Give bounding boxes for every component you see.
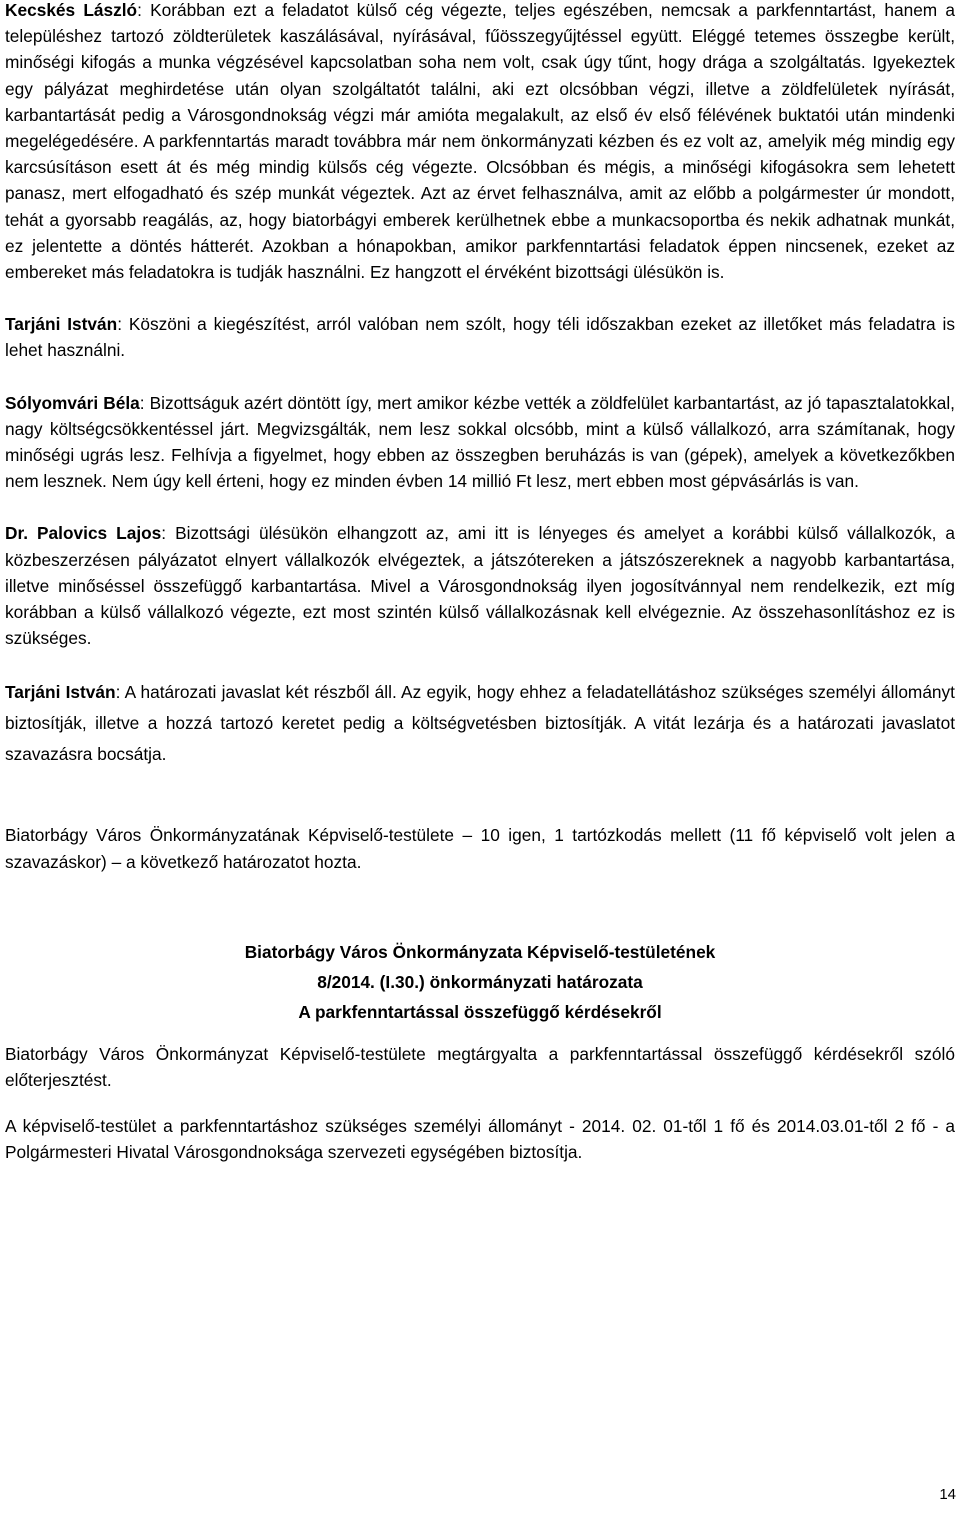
document-page [5,0,955,1166]
paragraph-text: : Bizottsági ülésükön elhangzott az, ami itt is lényeges és amelyet a korábbi külső vállalkozók, a közbeszerzésen pályázatot elnyert vállalkozók elvégeztek, a játszótereken a játszószereknek a nagyobb karbantartása, illetve minőséssel összefüggő karbantartása. Mivel a Városgondnokság ilyen jogosítvánnyal nem rendelkezik, ezt míg korábban a külső vállalkozó végezte, ezt most szintén külső vállalkozásnak kell elvégeznie. Az összehasonlításhoz ez is szükséges. [5,523,956,649]
resolution-heading [5,937,955,997]
paragraph-palovics [5,520,955,651]
speaker-name: Tarjáni István [5,314,118,335]
paragraph-tarjani-1 [5,311,955,363]
paragraph-text: : Bizottságuk azért döntött így, mert amikor kézbe vették a zöldfelület karbantartást, az jó tapasztalatokkal, nagy költségcsökkentéssel járt. Megvizsgálták, nem lesz sokkal olcsóbb, mint a külső vállalkozó, arra számítanak, hogy minőségi ugrás lesz. Felhívja a figyelmet, hogy ebben az összegben beruházás is van (gépek), amelyek a következőkben nem lesznek. Nem úgy kell érteni, hogy ez minden évben 14 millió Ft lesz, mert ebben most gépvásárlás is van. [5,392,955,492]
resolution-subject: A parkfenntartással összefüggő kérdésekről [298,1001,662,1022]
paragraph-tarjani-2 [5,677,955,770]
resolution-body-1: Biatorbágy Város Önkormányzat Képviselő-testülete megtárgyalta a parkfenntartással összefüggő kérdésekről szóló előterjesztést. [5,1043,955,1091]
resolution-title-line1: Biatorbágy Város Önkormányzata Képviselő-testületének [244,941,716,962]
paragraph-text: : A határozati javaslat két részből áll. Az egyik, hogy ehhez a feladatellátáshoz szükséges személyi állományt biztosítják, illetve a hozzá tartozó keretet pedig a költségvetésben biztosítják. A vitát lezárja és a határozati javaslatot szavazásra bocsátja. [5,682,955,765]
paragraph-kecskes [5,0,955,285]
paragraph-text: : Korábban ezt a feladatot külső cég végezte, teljes egészében, nemcsak a parkfenntartást, hanem a településhez tartozó zöldterületek kaszálásával, nyírásával, fűösszegyűjtéssel együtt. Eléggé tetemes összegbe került, minőségi kifogás a munka végzésével kapcsolatban soha nem volt, csak úgy tűnt, hogy drága a szolgáltatás. Igyekeztek egy pályázat meghirdetése után olyan szolgáltatót találni, aki ezt olcsóbban végzi, illetve a zöldfelületek nyírását, karbantartását pedig a Városgondnokság végzi már amióta megalakult, az első év első félévének buktatói után mindenki megelégedésére. A parkfenntartás maradt továbbra már nem önkormányzati kézben és ez volt az, amelyik még mindig egy karcsúsításon esett át és még mindig külsős cég végezte. Olcsóbban és mégis, a minőségi kifogásokra sem lehetett panasz, mert elfogadható és szép munkát végeztek. Azt az érvet felhasználva, amit az előbb a polgármester úr mondott, tehát a gyorsabb reagálás, az, hogy biatorbágyi emberek kerülhetnek ebbe a munkacsoportba és nekik adhatnak munkát, ez jelentette a döntés hátterét. Azokban a hónapokban, amikor parkfenntartási feladatok éppen nincsenek, ezeket az embereket más feladatokra is tudják használni. Ez hangzott el érvéként bizottsági ülésükön is. [5,0,956,283]
speaker-name: Sólyomvári Béla [5,392,140,413]
resolution-title-line2: 8/2014. (I.30.) önkormányzati határozata [317,971,643,992]
speaker-name: Dr. Palovics Lajos [5,523,162,544]
paragraph-text: : Köszöni a kiegészítést, arról valóban nem szólt, hogy téli időszakban ezeket az illetőket más feladatra is lehet használni. [5,314,955,361]
speaker-name: Tarjáni István [5,682,116,703]
vote-result: Biatorbágy Város Önkormányzatának Képviselő-testülete – 10 igen, 1 tartózkodás mellett (11 fő képviselő volt jelen a szavazáskor) – a következő határozatot hozta. [5,825,955,872]
speaker-name: Kecskés László [5,0,138,20]
page-number: 14 [939,1486,956,1503]
paragraph-solyomvari [5,390,955,495]
resolution-body-2: A képviselő-testület a parkfenntartáshoz szükséges személyi állományt - 2014. 02. 01-től 1 fő és 2014.03.01-től 2 fő - a Polgármesteri Hivatal Városgondnoksága szervezeti egységében biztosítja. [5,1116,955,1163]
